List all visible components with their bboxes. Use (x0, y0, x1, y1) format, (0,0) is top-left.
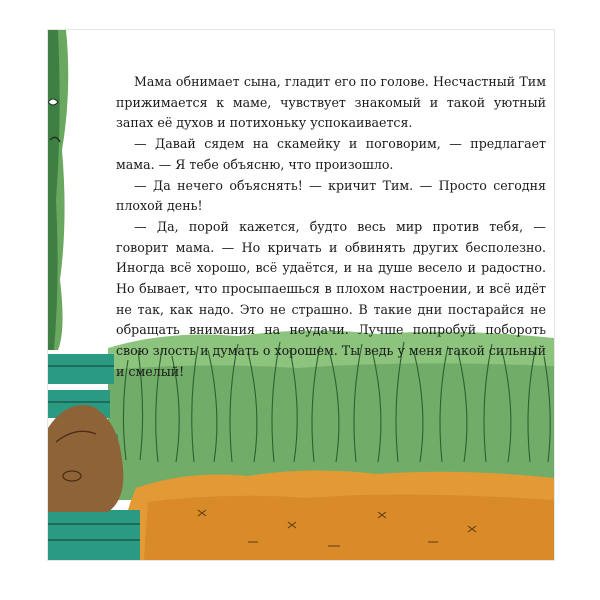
book-page (48, 30, 554, 560)
story-text (116, 72, 546, 383)
sprout-detail (48, 99, 58, 105)
story-paragraph: — Да нечего объяснять! — кричит Тим. — Просто сегодня плохой день! (116, 177, 546, 214)
story-paragraph: — Да, порой кажется, будто весь мир против тебя, — говорит мама. — Но кричать и обвинять других бесполезно. Иногда всё хорошо, всё удаётся, и на душе весело и радостно. Но бывает, что просыпаешься в плохом настроении, и всё идёт не так, как надо. Это не страшно. В такие дни постарайся не обращать внимания на неудачи. Лучше попробуй побороть свою злость и думать о хорошем. Ты ведь у меня такой сильный и смелый! (116, 218, 546, 379)
bench-plank (48, 510, 140, 560)
story-paragraph: Мама обнимает сына, гладит его по голове. Несчастный Тим прижимается к маме, чувствует знакомый и такой уютный запах её духов и потихоньку успокаивается. (116, 74, 546, 131)
soil-shade (144, 494, 554, 560)
bench-plank (48, 354, 114, 384)
story-paragraph: — Давай сядем на скамейку и поговорим, — предлагает мама. — Я тебе объясню, что произошло. (116, 136, 546, 172)
